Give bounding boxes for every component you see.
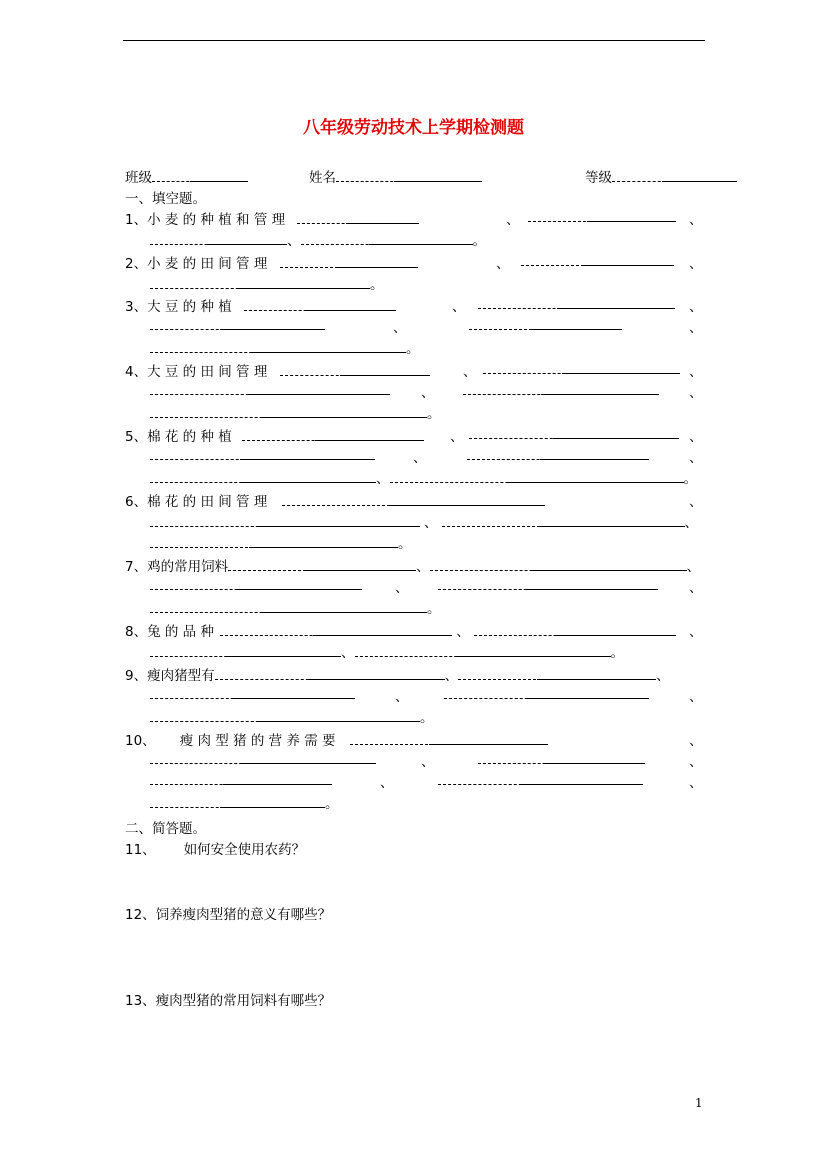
answer-blank[interactable] [244,301,396,311]
question-11 [125,842,305,858]
comma: 、 [686,559,701,575]
answer-blank[interactable] [150,712,420,722]
question-10-cont [150,796,339,812]
question-5 [125,429,424,445]
comma: 、 [689,775,703,791]
answer-blank[interactable] [228,561,416,571]
period: 。 [683,471,697,487]
period: 。 [427,406,441,422]
answer-blank[interactable] [438,580,658,590]
answer-blank[interactable] [282,496,545,506]
question-text: 兔 的 品 种 [147,624,214,640]
question-3-cont [150,341,420,357]
comma: 、 [463,364,477,380]
question-9-cont [150,710,434,726]
answer-blank[interactable] [430,561,687,571]
grade-label: 等级 [585,170,612,186]
period: 。 [610,645,624,661]
question-text: 如何安全使用农药？ [183,842,306,858]
comma: 、 [689,733,703,749]
question-10 [125,733,548,749]
answer-blank[interactable] [458,670,656,680]
comma: 、 [689,299,703,315]
comma: 、 [413,450,427,466]
answer-blank[interactable] [355,647,611,657]
period: 。 [370,277,384,293]
period: 。 [398,536,412,552]
question-text: 大 豆 的 种 植 [147,299,232,315]
answer-blank[interactable] [150,279,370,289]
period: 。 [325,796,339,812]
answer-blank[interactable] [150,647,341,657]
comma: 、 [689,580,703,596]
comma: 、 [416,559,430,575]
question-6-cont-2 [150,536,412,552]
answer-blank[interactable] [280,366,430,376]
question-number: 5、 [125,429,148,445]
question-3 [125,299,396,315]
answer-blank[interactable] [442,517,685,527]
name-field [309,170,482,186]
question-2 [125,256,418,272]
answer-blank[interactable] [150,408,427,418]
comma: 、 [421,385,435,401]
question-4 [125,364,430,380]
answer-blank[interactable] [469,320,622,330]
grade-field [585,170,737,186]
question-number: 9、 [125,668,148,684]
answer-blank[interactable] [478,754,645,764]
page-number: 1 [695,1096,703,1110]
grade-blank[interactable] [612,172,737,182]
answer-blank[interactable] [280,258,418,268]
answer-blank[interactable] [483,364,680,374]
period: 。 [420,710,434,726]
section-fill-in: 一、填空题。 [125,191,206,207]
question-8 [125,624,676,640]
period: 。 [427,601,441,617]
answer-blank[interactable] [301,235,473,245]
answer-blank[interactable] [390,473,684,483]
answer-blank[interactable] [150,517,420,527]
answer-blank[interactable] [242,431,424,441]
question-number: 10、 [125,733,156,749]
answer-blank[interactable] [463,385,659,395]
question-text: 小 麦 的 种 植 和 管 理 [147,212,286,228]
answer-blank[interactable] [150,580,362,590]
question-number: 6、 [125,494,148,510]
class-blank[interactable] [152,172,248,182]
comma: 、 [689,212,703,228]
answer-blank[interactable] [469,429,679,439]
comma: 、 [452,299,466,315]
page-title: 八年级劳动技术上学期检测题 [303,118,524,138]
answer-blank[interactable] [297,214,419,224]
question-text: 棉 花 的 种 植 [147,429,232,445]
comma: 、 [287,233,301,249]
answer-blank[interactable] [438,775,643,785]
answer-blank[interactable] [215,670,445,680]
answer-blank[interactable] [150,320,325,330]
question-6-cont [150,515,698,531]
answer-blank[interactable] [444,689,649,699]
period: 。 [406,341,420,357]
comma: 、 [421,754,435,770]
comma: 、 [689,624,703,640]
question-13 [125,993,331,1009]
answer-blank[interactable] [467,450,649,460]
answer-blank[interactable] [150,385,390,395]
question-2-cont [150,277,384,293]
question-text: 瘦肉型猪的常用饲料有哪些？ [155,993,332,1009]
comma: 、 [496,256,510,272]
answer-blank[interactable] [150,538,398,548]
comma: 、 [395,580,409,596]
comma: 、 [656,668,670,684]
question-9 [125,668,670,684]
question-text: 瘦肉猪型有 [147,668,215,684]
comma: 、 [450,429,464,445]
answer-blank[interactable] [150,473,376,483]
comma: 、 [424,515,438,531]
name-label: 姓名 [309,170,336,186]
question-text: 棉 花 的 田 间 管 理 [147,494,268,510]
question-4-cont [150,406,441,422]
comma: 、 [380,775,394,791]
question-number: 13、 [125,993,156,1009]
question-number: 2、 [125,256,148,272]
question-text: 小 麦 的 田 间 管 理 [147,256,268,272]
class-label: 班级 [125,170,152,186]
section-short-answer: 二、简答题。 [125,821,206,837]
comma: 、 [689,364,703,380]
question-number: 11、 [125,842,156,858]
answer-blank[interactable] [150,450,375,460]
answer-blank[interactable] [521,256,674,266]
question-number: 12、 [125,907,156,923]
answer-blank[interactable] [474,626,676,636]
comma: 、 [689,429,703,445]
name-blank[interactable] [336,172,482,182]
question-8-cont [150,645,624,661]
header-rule [123,40,705,41]
answer-blank[interactable] [528,212,676,222]
answer-blank[interactable] [150,343,406,353]
question-number: 4、 [125,364,148,380]
question-number: 3、 [125,299,148,315]
answer-blank[interactable] [350,735,548,745]
question-1-cont [150,233,486,249]
comma: 、 [341,645,355,661]
class-field [125,170,248,186]
question-text: 饲养瘦肉型猪的意义有哪些？ [155,907,332,923]
comma: 、 [393,320,407,336]
question-text: 瘦 肉 型 猪 的 营 养 需 要 [179,733,336,749]
question-1 [125,212,419,228]
answer-blank[interactable] [150,235,287,245]
question-text: 鸡的常用饲料 [147,559,229,575]
answer-blank[interactable] [478,299,675,309]
comma: 、 [506,212,520,228]
question-number: 1、 [125,212,148,228]
question-6 [125,494,545,510]
comma: 、 [689,754,703,770]
question-7 [125,559,700,575]
answer-blank[interactable] [150,798,325,808]
comma: 、 [444,668,459,684]
comma: 、 [684,515,698,531]
period: 。 [472,233,486,249]
comma: 、 [689,320,703,336]
comma: 、 [689,450,703,466]
comma: 、 [689,256,703,272]
question-text: 大 豆 的 田 间 管 理 [147,364,268,380]
comma: 、 [689,689,703,705]
comma: 、 [456,624,470,640]
comma: 、 [689,494,703,510]
answer-blank[interactable] [150,754,376,764]
comma: 、 [395,689,409,705]
answer-blank[interactable] [150,775,332,785]
comma: 、 [689,385,703,401]
question-number: 7、 [125,559,148,575]
question-5-cont [150,471,697,487]
answer-blank[interactable] [150,603,427,613]
question-number: 8、 [125,624,148,640]
answer-blank[interactable] [150,689,355,699]
question-12 [125,907,331,923]
answer-blank[interactable] [220,626,452,636]
question-7-cont [150,601,441,617]
comma: 、 [376,471,390,487]
